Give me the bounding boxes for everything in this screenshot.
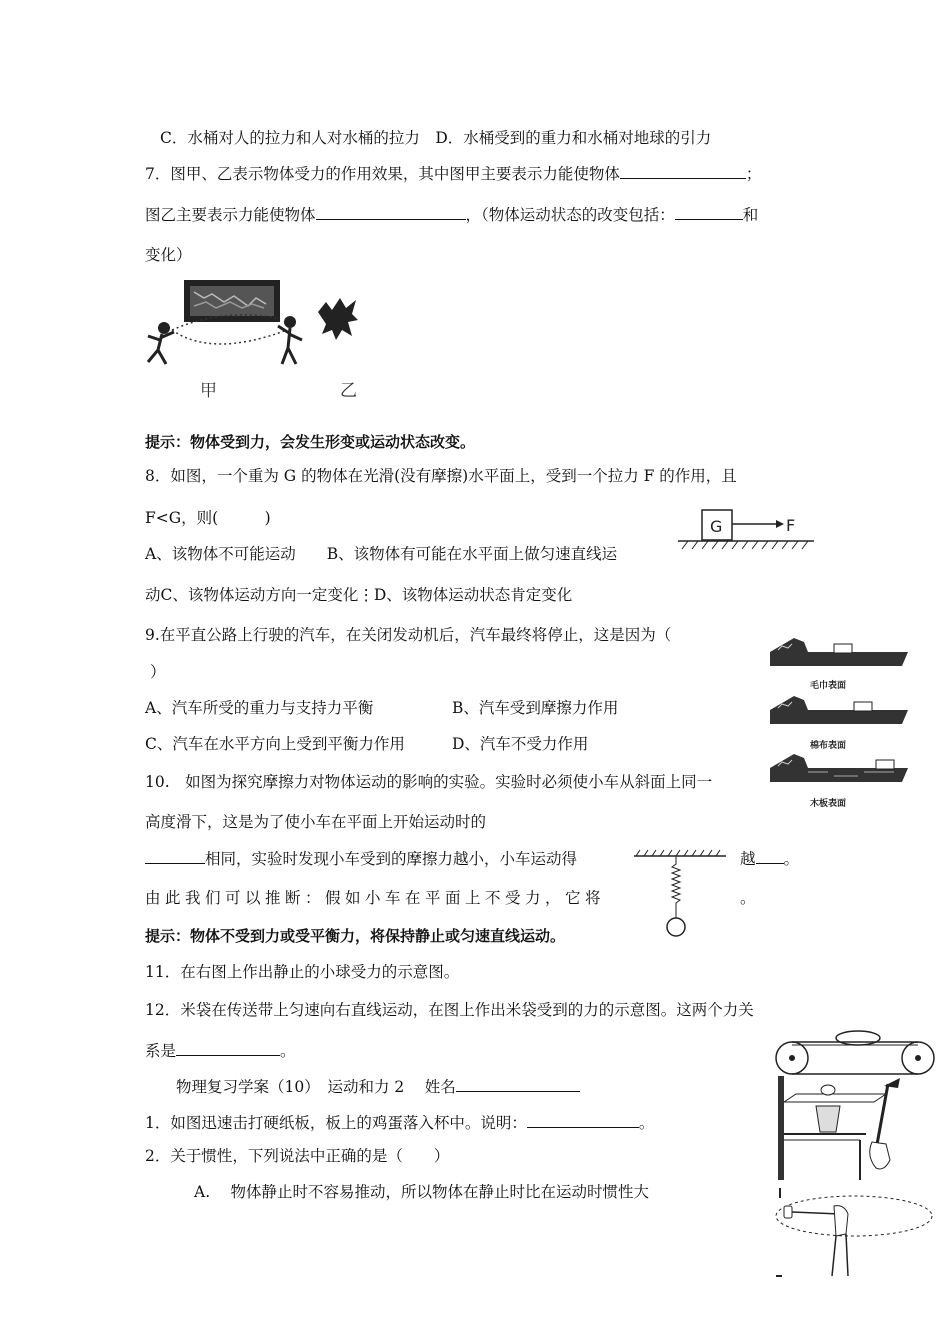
question-12-punct: 。: [280, 1042, 296, 1060]
question-12-line2: [145, 1040, 296, 1061]
question-7-text4: 和: [742, 206, 759, 224]
question-9-line1: 9.在平直公路上行驶的汽车，在关闭发动机后，汽车最终将停止，这是因为（: [145, 626, 672, 644]
figure-rotating-ball: [770, 1186, 940, 1282]
hint-1: 提示：物体受到力，会发生形变或运动状态改变。: [145, 433, 476, 451]
question-8-options-ab: A、该物体不可能运动 B、该物体有可能在水平面上做匀速直线运: [145, 545, 618, 563]
force-label-f: F: [786, 516, 796, 535]
question-9-option-b: B、汽车受到摩擦力作用: [452, 699, 619, 717]
title-text: 物理复习学案（10） 运动和力 2 姓名: [176, 1078, 456, 1096]
blank-10-2[interactable]: [756, 848, 784, 864]
problem-1: [145, 1112, 654, 1133]
blank-10-1[interactable]: [145, 848, 205, 864]
question-10-punct: 。: [783, 850, 800, 868]
problem-2: 2．关于惯性，下列说法中正确的是（ ）: [145, 1147, 450, 1165]
question-10-line4-end: 。: [740, 889, 756, 907]
question-10-text-yue: 越: [740, 850, 756, 868]
svg-text:木板表面: 木板表面: [810, 799, 847, 809]
figure-friction-surfaces: [764, 630, 914, 814]
question-7-line2: [145, 204, 758, 225]
question-11: 11．在右图上作出静止的小球受力的示意图。: [145, 963, 460, 981]
hint-2: 提示：物体不受到力或受平衡力，将保持静止或匀速直线运动。: [145, 927, 566, 945]
surface-cotton: [770, 696, 908, 751]
svg-text:棉布表面: 棉布表面: [810, 741, 847, 751]
question-12-line1: 12．米袋在传送带上匀速向右直线运动，在图上作出米袋受到的力的示意图。这两个力关: [145, 1001, 754, 1019]
problem-1-text: 1．如图迅速击打硬纸板，板上的鸡蛋落入杯中。说明：: [145, 1114, 527, 1132]
question-10-line3: [145, 848, 577, 869]
question-10-text3: 相同，实验时发现小车受到的摩擦力越小，小车运动得: [205, 850, 578, 868]
figure-conveyor-belt: [772, 1030, 940, 1078]
question-10-line3-end: [740, 848, 799, 869]
question-8-options-cd: 动C、该物体运动方向一定变化⋮D、该物体运动状态肯定变化: [145, 586, 573, 604]
question-10-line4: 由此我们可以推断：假如小车在平面上不受力，它将: [145, 889, 606, 907]
name-blank[interactable]: [456, 1076, 580, 1092]
blank-7-3[interactable]: [675, 204, 743, 220]
problem-1-punct: 。: [638, 1114, 655, 1132]
label-jia: 甲: [200, 381, 217, 401]
question-7-punct: ；: [745, 165, 762, 183]
question-7-text3: ，（物体运动状态的改变包括：: [465, 206, 675, 224]
option-c-d-line: C．水桶对人的拉力和人对水桶的拉力 D．水桶受到的重力和水桶对地球的引力: [160, 129, 712, 147]
svg-text:毛巾表面: 毛巾表面: [810, 681, 847, 691]
figure-jia-yi: [142, 278, 382, 406]
question-10-line1: 10. 如图为探究摩擦力对物体运动的影响的实验。实验时必须使小车从斜面上同一: [145, 773, 713, 791]
label-yi: 乙: [340, 381, 357, 401]
blank-12-1[interactable]: [176, 1040, 280, 1056]
question-12-text2: 系是: [145, 1042, 177, 1060]
question-9-option-d: D、汽车不受力作用: [452, 735, 589, 753]
figure-block-force: [676, 504, 816, 550]
question-8-line1: 8．如图，一个重为 G 的物体在光滑(没有摩擦)水平面上，受到一个拉力 F 的作用，且: [145, 467, 737, 485]
blank-p1[interactable]: [527, 1112, 639, 1128]
question-7-text2: 图乙主要表示力能使物体: [145, 206, 316, 224]
surface-towel: [770, 638, 908, 691]
question-8-line2: F<G，则( ): [145, 509, 271, 527]
question-7-line3: 变化）: [145, 246, 192, 264]
block-label-g: G: [710, 517, 723, 536]
blank-7-2[interactable]: [316, 204, 466, 220]
worksheet-title: [176, 1076, 580, 1097]
surface-wood: [770, 754, 908, 809]
question-9-option-a: A、汽车所受的重力与支持力平衡: [145, 699, 374, 717]
problem-2-option-a: A. 物体静止时不容易推动，所以物体在静止时比在运动时惯性大: [194, 1183, 650, 1201]
blank-7-1[interactable]: [620, 163, 746, 179]
question-7-line1: [145, 163, 761, 184]
question-7-text: 7．图甲、乙表示物体受力的作用效果，其中图甲主要表示力能使物体: [145, 165, 620, 183]
figure-spring-ball: [630, 848, 730, 948]
question-9-line2: ）: [150, 663, 166, 681]
question-9-option-c: C、汽车在水平方向上受到平衡力作用: [145, 735, 405, 753]
figure-egg-cup: [776, 1072, 906, 1184]
question-10-line2: 高度滑下，这是为了使小车在平面上开始运动时的: [145, 813, 487, 831]
